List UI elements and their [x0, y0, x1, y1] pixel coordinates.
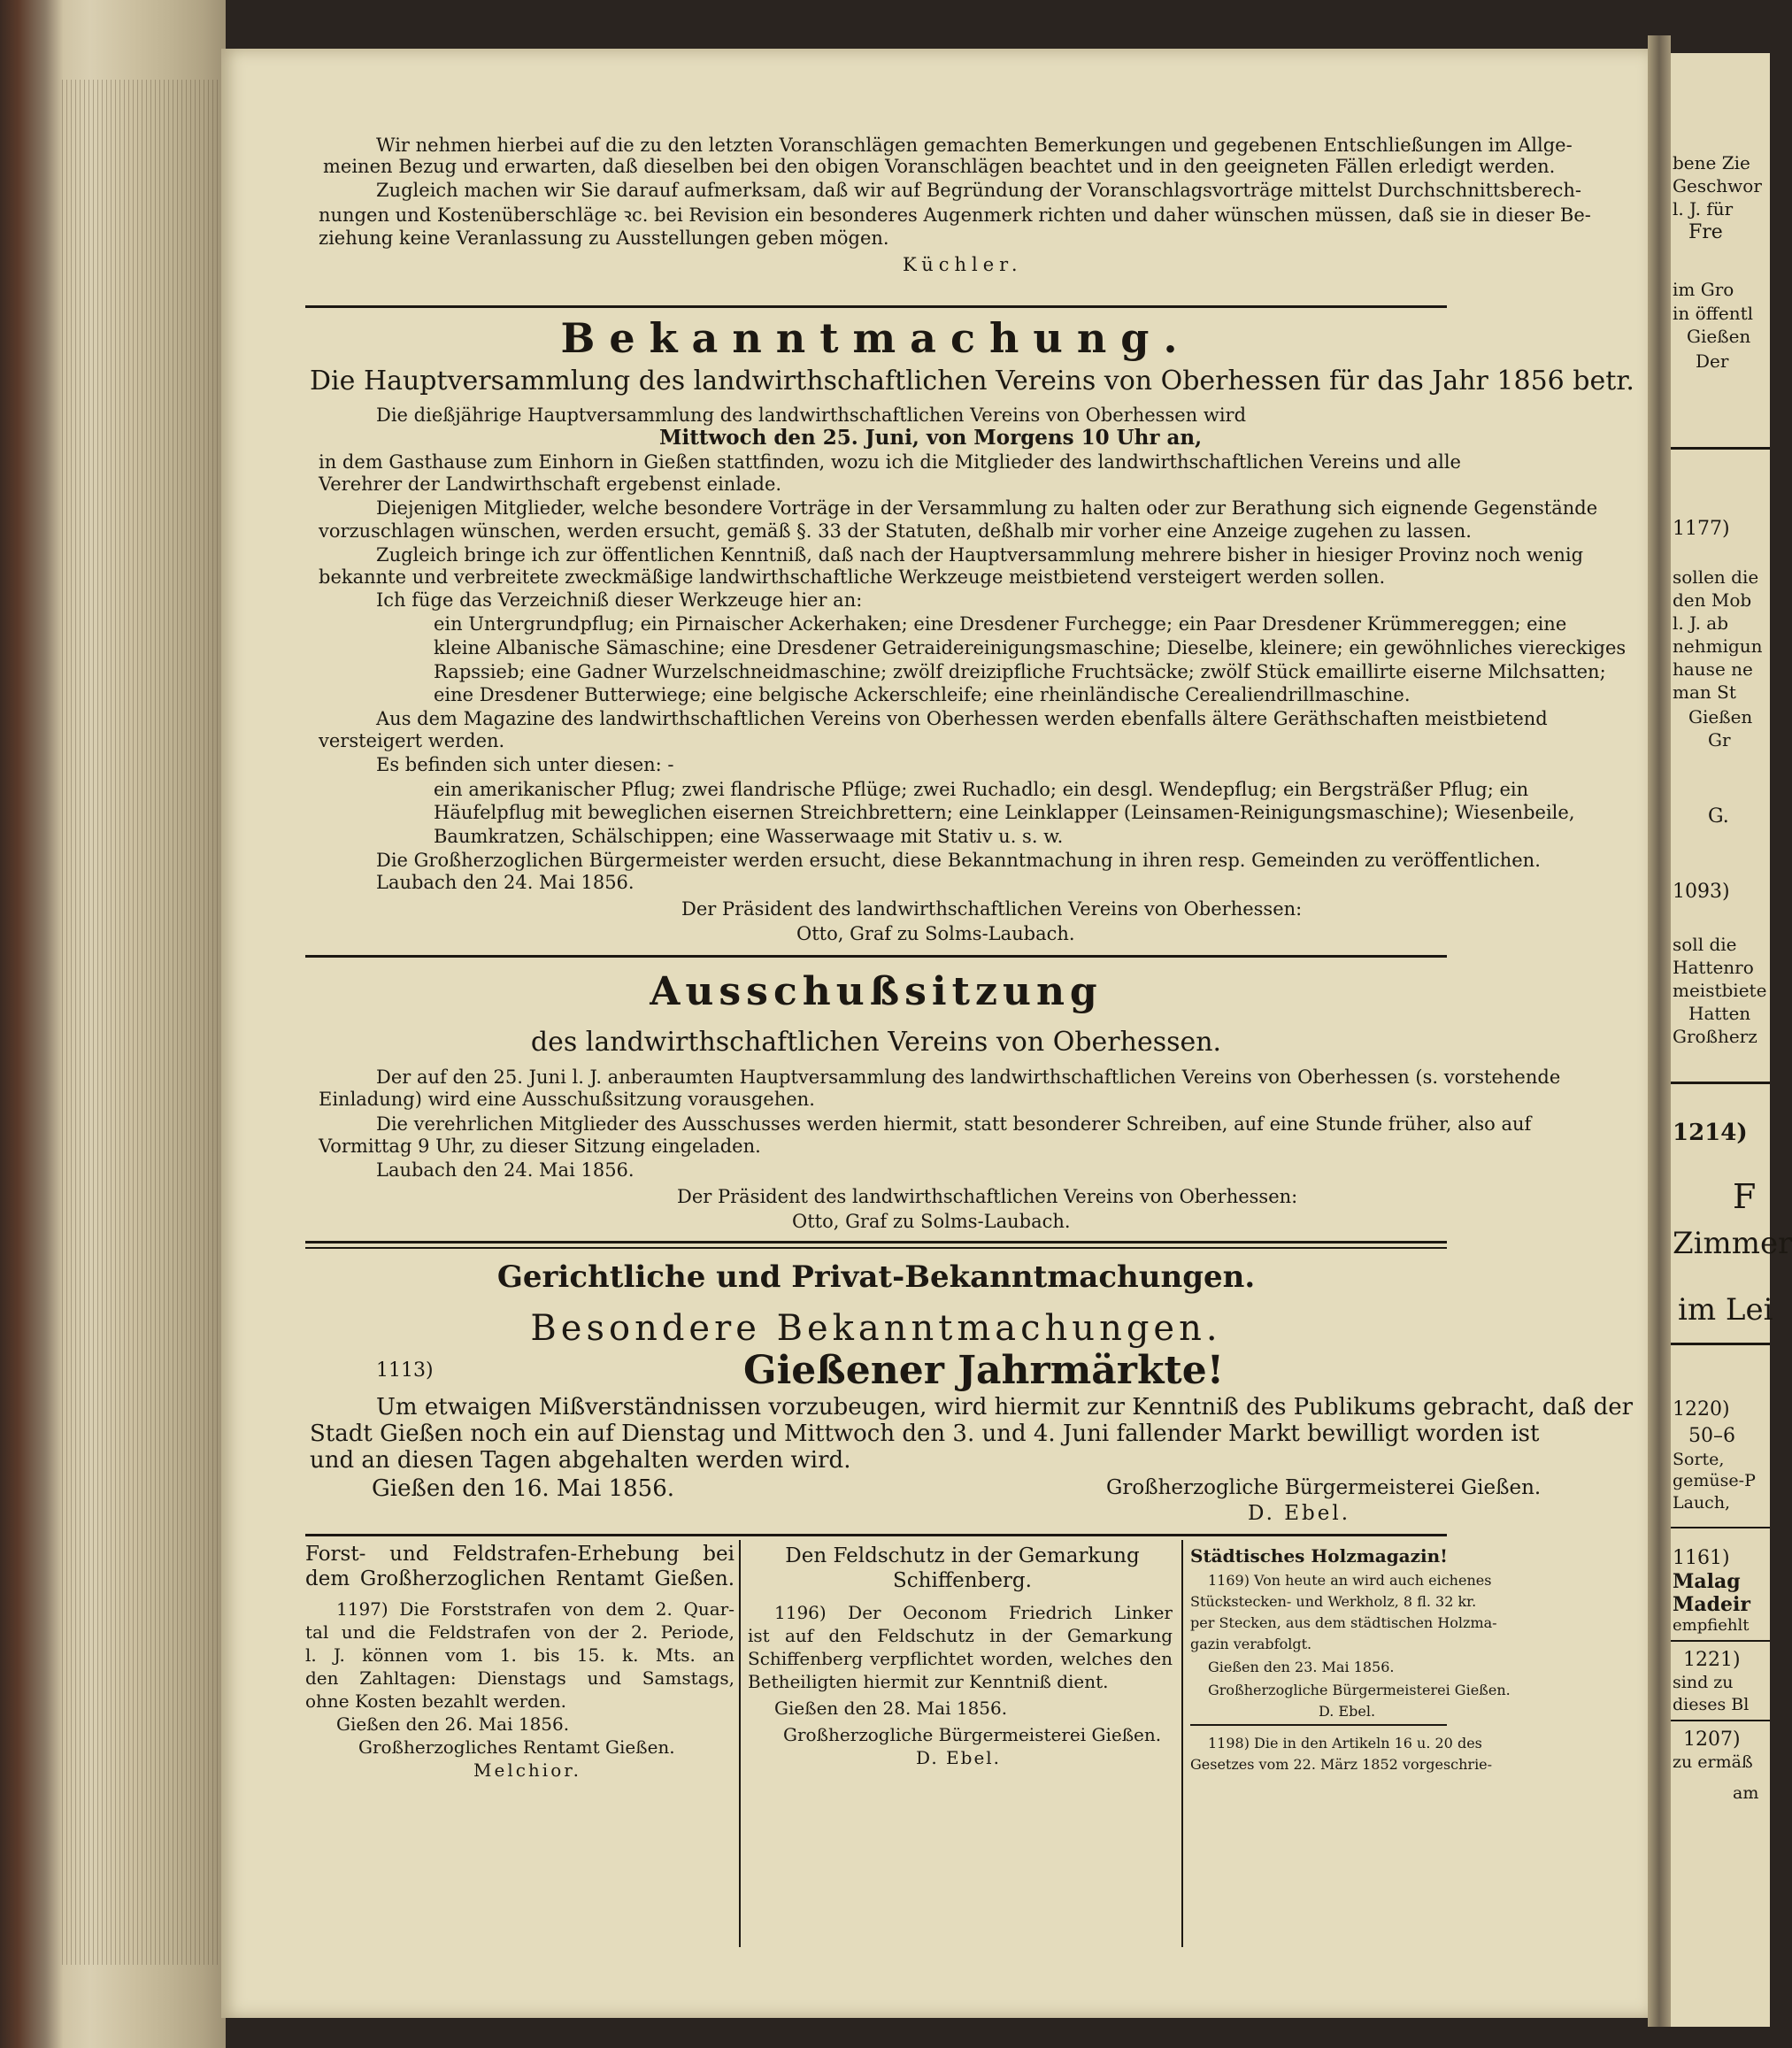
section-divider — [305, 1241, 1447, 1243]
fragment-text: zu ermäß — [1673, 1752, 1753, 1772]
fragment-text: gemüse-P — [1673, 1471, 1756, 1490]
fragment-text: 1220) — [1673, 1398, 1730, 1421]
section-divider — [1671, 1640, 1770, 1642]
fragment-text: 1214) — [1673, 1120, 1748, 1146]
text-line: Schiffenberg verpflichtet worden, welches den — [748, 1648, 1173, 1669]
fragment-text: sollen die — [1673, 566, 1759, 588]
fragment-text: Zimmer — [1673, 1226, 1792, 1261]
fragment-text: G. — [1708, 805, 1729, 828]
signature-name: D. Ebel. — [916, 1747, 1002, 1768]
heading-ausschusssitzung: Ausschußsitzung — [650, 969, 1103, 1014]
fragment-text: l. J. für — [1673, 198, 1734, 219]
fragment-text: sind zu — [1673, 1673, 1734, 1692]
signature-title: Großherzogliches Rentamt Gießen. — [358, 1736, 675, 1758]
column-divider — [739, 1540, 741, 1947]
title-jahrmaerkte: Gießener Jahrmärkte! — [743, 1348, 1225, 1393]
text-line: ohne Kosten bezahlt werden. — [305, 1690, 566, 1712]
text-line: und an diesen Tagen abgehalten werden wird. — [310, 1447, 851, 1474]
text-line: Wir nehmen hierbei auf die zu den letzten Voranschlägen gemachten Bemerkungen und gegebenen Entschließungen im Allge- — [376, 135, 1573, 156]
subheading: des landwirthschaftlichen Vereins von Oberhessen. — [530, 1027, 1222, 1058]
fragment-text: in öffentl — [1673, 303, 1754, 324]
text-line: bekannte und verbreitete zweckmäßige landwirthschaftliche Werkzeuge meistbietend versteigert werden sollen. — [319, 566, 1386, 588]
signature-title: Der Präsident des landwirthschaftlichen Vereins von Oberhessen: — [677, 1186, 1298, 1207]
fragment-text: Großherz — [1673, 1026, 1757, 1047]
fragment-text: Fre — [1688, 221, 1723, 243]
fragment-text: Gießen — [1688, 706, 1753, 728]
fragment-text: l. J. ab — [1673, 612, 1729, 634]
fragment-text: nehmigun — [1673, 635, 1763, 657]
text-line: Einladung) wird eine Ausschußsitzung vorausgehen. — [319, 1089, 815, 1110]
text-line: versteigert werden. — [319, 730, 505, 751]
list-line: eine Dresdener Butterwiege; eine belgische Ackerschleife; eine rheinländische Cerealiendrillmaschine. — [434, 684, 1411, 705]
text-line: nungen und Kostenüberschläge ꝛc. bei Revision ein besonderes Augenmerk richten und daher wünschen müssen, daß sie in dieser Be- — [319, 204, 1591, 226]
fragment-text: empfiehlt — [1673, 1616, 1750, 1635]
date-line: Mittwoch den 25. Juni, von Morgens 10 Uhr an, — [659, 426, 1203, 450]
fragment-text: man St — [1673, 681, 1736, 703]
column-divider — [1181, 1540, 1183, 1947]
signature-title: Der Präsident des landwirthschaftlichen Vereins von Oberhessen: — [681, 898, 1303, 920]
section-divider — [1671, 1720, 1770, 1721]
subheading: Die Hauptversammlung des landwirthschaftlichen Vereins von Oberhessen für das Jahr 1856 betr. — [310, 366, 1634, 397]
section-divider — [1671, 1343, 1770, 1345]
text-line: vorzuschlagen wünschen, werden ersucht, gemäß §. 33 der Statuten, deßhalb mir vorher eine Anzeige zugehen zu lassen. — [319, 520, 1472, 542]
fragment-text: meistbiete — [1673, 980, 1767, 1001]
fragment-text: Der — [1696, 350, 1729, 372]
signature-name: D. Ebel. — [1248, 1502, 1351, 1525]
text-line: Die verehrlichen Mitglieder des Ausschusses werden hiermit, statt besonderer Schreiben, auf eine Stunde früher, also auf — [376, 1113, 1532, 1135]
fragment-text: im Lei — [1678, 1292, 1773, 1328]
book-page-edges — [0, 0, 226, 2048]
date-line: Gießen den 16. Mai 1856. — [372, 1475, 675, 1502]
text-line: Der auf den 25. Juni l. J. anberaumten Hauptversammlung des landwirthschaftlichen Vereins von Oberhessen (s. vorstehende — [376, 1066, 1561, 1088]
fragment-text: Hattenro — [1673, 957, 1754, 978]
list-line: Häufelpflug mit beweglichen eisernen Streichbrettern; eine Leinklapper (Leinsamen-Reinigungsmaschine); Wiesenbeile, — [434, 802, 1575, 823]
fragment-text: Gießen — [1687, 326, 1751, 347]
text-line: meinen Bezug und erwarten, daß dieselben bei den obigen Voranschlägen beachtet und in den geeigneten Fällen erledigt werden. — [323, 156, 1556, 177]
text-line: l. J. können vom 1. bis 15. k. Mts. an — [305, 1644, 734, 1666]
heading-bekanntmachung: Bekanntmachung. — [560, 314, 1192, 362]
section-divider — [1671, 1082, 1770, 1084]
text-line: Die dießjährige Hauptversammlung des landwirthschaftlichen Vereins von Oberhessen wird — [376, 404, 1247, 426]
heading-besondere: Besondere Bekanntmachungen. — [530, 1308, 1222, 1349]
text-line: Um etwaigen Mißverständnissen vorzubeugen, wird hiermit zur Kenntniß des Publikums gebracht, daß der — [376, 1394, 1634, 1421]
fragment-text: den Mob — [1673, 589, 1752, 611]
signature-name: Otto, Graf zu Solms-Laubach. — [796, 923, 1075, 944]
text-line: Betheiligten hiermit zur Kenntniß dient. — [748, 1671, 1109, 1692]
text-line: Stückstecken- und Werkholz, 8 fl. 32 kr. — [1190, 1593, 1477, 1610]
signature-title: Großherzogliche Bürgermeisterei Gießen. — [1208, 1682, 1511, 1698]
signature-name: Melchior. — [473, 1759, 581, 1781]
fragment-text: soll die — [1673, 934, 1737, 955]
text-line: tal und die Feldstrafen von der 2. Periode, — [305, 1621, 734, 1643]
fragment-text: 1177) — [1673, 518, 1730, 540]
section-divider — [305, 1534, 1447, 1536]
text-line: Stadt Gießen noch ein auf Dienstag und Mittwoch den 3. und 4. Juni fallender Markt bewilligt worden ist — [310, 1421, 1540, 1447]
text-line: 1169) Von heute an wird auch eichenes — [1208, 1572, 1492, 1589]
fragment-text: 1207) — [1683, 1728, 1741, 1751]
fragment-text: 1161) — [1673, 1547, 1730, 1569]
column-title: dem Großherzoglichen Rentamt Gießen. — [305, 1567, 734, 1590]
column-title: Den Feldschutz in der Gemarkung — [785, 1544, 1140, 1567]
fragment-text: Madeir — [1673, 1593, 1750, 1616]
column-title: Schiffenberg. — [893, 1569, 1032, 1592]
fragment-text: Lauch, — [1673, 1493, 1731, 1513]
fragment-text: 1221) — [1683, 1649, 1741, 1671]
list-line: ein amerikanischer Pflug; zwei flandrische Pflüge; zwei Ruchadlo; ein desgl. Wendepflug; ein Bergsträßer Pflug; ein — [434, 779, 1529, 800]
date-line: Gießen den 26. Mai 1856. — [336, 1713, 570, 1735]
text-line: den Zahltagen: Dienstags und Samstags, — [305, 1667, 734, 1689]
section-divider — [1671, 1527, 1770, 1528]
fragment-text: Gr — [1708, 729, 1731, 751]
section-divider — [305, 305, 1447, 308]
section-divider — [305, 955, 1447, 958]
heading-gerichtliche: Gerichtliche und Privat-Bekanntmachungen. — [496, 1259, 1256, 1295]
signature-name: D. Ebel. — [1319, 1703, 1376, 1720]
text-line: 1196) Der Oeconom Friedrich Linker — [774, 1602, 1173, 1623]
fragment-text: im Gro — [1673, 279, 1734, 300]
notice-number: 1113) — [376, 1359, 434, 1382]
date-line: Laubach den 24. Mai 1856. — [376, 1159, 635, 1181]
list-line: Baumkratzen, Schälschippen; eine Wasserwaage mit Stativ u. s. w. — [434, 826, 1064, 847]
fragment-text: Hatten — [1688, 1003, 1751, 1024]
newspaper-page — [221, 49, 1648, 2018]
text-line: in dem Gasthause zum Einhorn in Gießen stattfinden, wozu ich die Mitglieder des landwirthschaftlichen Vereins und alle — [319, 451, 1461, 473]
list-line: ein Untergrundpflug; ein Pirnaischer Ackerhaken; eine Dresdener Furchegge; ein Paar Dresdener Krümmereggen; eine — [434, 613, 1567, 635]
fragment-text: dieses Bl — [1673, 1695, 1750, 1714]
column-title: Forst- und Feldstrafen-Erhebung bei — [305, 1543, 734, 1566]
section-divider — [1671, 447, 1770, 450]
signature-title: Großherzogliche Bürgermeisterei Gießen. — [783, 1724, 1162, 1745]
date-line: Gießen den 23. Mai 1856. — [1208, 1659, 1395, 1675]
fragment-text: bene Zie — [1673, 152, 1750, 173]
fragment-text: am — [1733, 1783, 1759, 1803]
signature-name: Otto, Graf zu Solms-Laubach. — [792, 1211, 1071, 1232]
text-line: Verehrer der Landwirthschaft ergebenst einlade. — [319, 474, 782, 495]
text-line: Diejenigen Mitglieder, welche besondere Vorträge in der Versammlung zu halten oder zur Berathung sich eignende Gegenstände — [376, 497, 1598, 519]
signature: Küchler. — [903, 254, 1023, 275]
section-divider — [305, 1247, 1447, 1249]
date-line: Laubach den 24. Mai 1856. — [376, 872, 635, 893]
facing-page-fragment — [1671, 53, 1792, 2027]
book-gutter — [1648, 35, 1671, 2027]
list-line: Rapssieb; eine Gadner Wurzelschneidmaschine; zwölf dreizipfliche Fruchtsäcke; zwölf Stück emaillirte eiserne Milchsatten; — [434, 661, 1606, 682]
fragment-text: hause ne — [1673, 658, 1753, 680]
text-line: ziehung keine Veranlassung zu Ausstellungen geben mögen. — [319, 227, 889, 249]
text-line: Aus dem Magazine des landwirthschaftlichen Vereins von Oberhessen werden ebenfalls ältere Geräthschaften meistbietend — [376, 708, 1548, 729]
fragment-text: Sorte, — [1673, 1450, 1725, 1469]
text-line: 1197) Die Forststrafen von dem 2. Quar- — [336, 1598, 734, 1620]
fragment-text: Geschwor — [1673, 175, 1762, 196]
text-line: Gesetzes vom 22. März 1852 vorgeschrie- — [1190, 1756, 1493, 1773]
column-title: Städtisches Holzmagazin! — [1190, 1545, 1448, 1567]
fragment-text: 50–6 — [1688, 1425, 1735, 1447]
fragment-text: 1093) — [1673, 881, 1730, 903]
list-line: kleine Albanische Sämaschine; eine Dresdener Getraidereinigungsmaschine; Dieselbe, kleinere; ein gewöhnliches viereckiges — [434, 637, 1627, 658]
signature-title: Großherzogliche Bürgermeisterei Gießen. — [1106, 1476, 1542, 1499]
fragment-text: F — [1733, 1177, 1757, 1216]
text-line: per Stecken, aus dem städtischen Holzma- — [1190, 1614, 1497, 1631]
text-line: Vormittag 9 Uhr, zu dieser Sitzung eingeladen. — [319, 1136, 761, 1157]
text-line: Zugleich machen wir Sie darauf aufmerksam, daß wir auf Begründung der Voranschlagsvorträge mittelst Durchschnittsberech- — [376, 180, 1581, 201]
text-line: 1198) Die in den Artikeln 16 u. 20 des — [1208, 1735, 1482, 1752]
text-line: Ich füge das Verzeichniß dieser Werkzeuge hier an: — [376, 589, 863, 611]
section-divider — [1190, 1724, 1447, 1726]
text-line: Zugleich bringe ich zur öffentlichen Kenntniß, daß nach der Hauptversammlung mehrere bisher in hiesiger Provinz noch wenig — [376, 544, 1584, 566]
text-line: Die Großherzoglichen Bürgermeister werden ersucht, diese Bekanntmachung in ihren resp. Gemeinden zu veröffentlichen. — [376, 850, 1541, 871]
date-line: Gießen den 28. Mai 1856. — [774, 1698, 1008, 1719]
text-line: gazin verabfolgt. — [1190, 1636, 1312, 1652]
text-line: Es befinden sich unter diesen: - — [376, 754, 674, 775]
text-line: ist auf den Feldschutz in der Gemarkung — [748, 1625, 1173, 1646]
fragment-text: Malag — [1673, 1570, 1741, 1593]
